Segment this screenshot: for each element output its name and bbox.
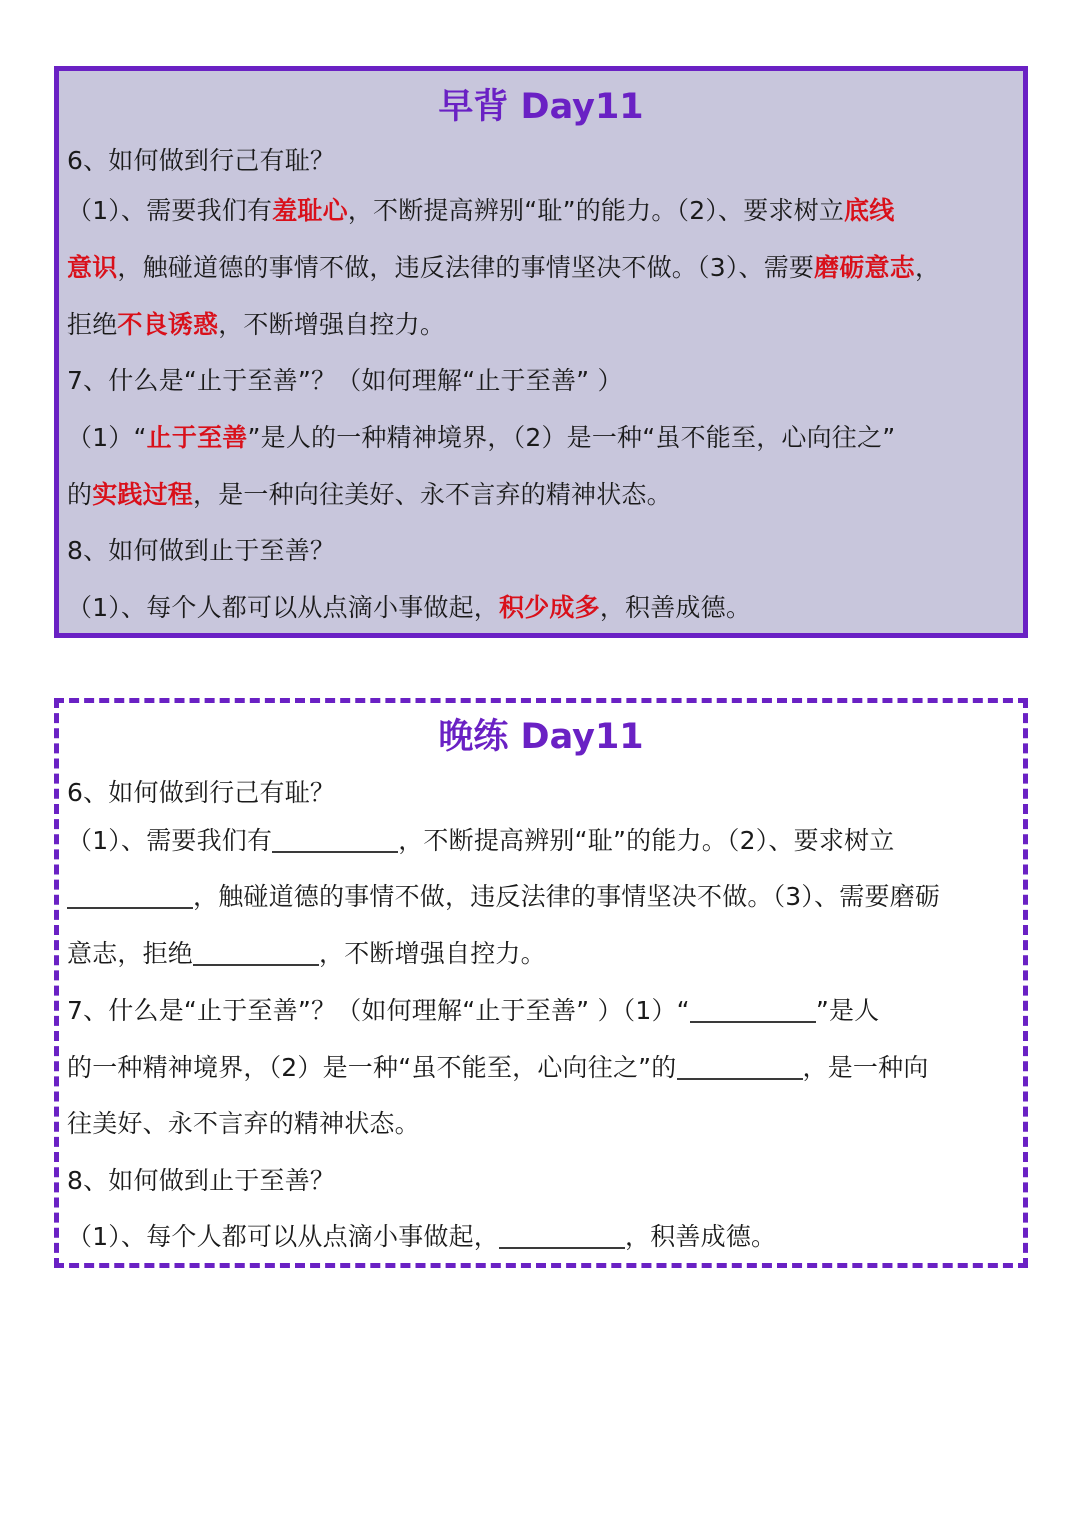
evening-answer-6-line-1	[67, 825, 1015, 857]
key-term: 意识	[67, 253, 118, 282]
text-segment: ”是人的一种精神境界，（2）是一种“虽不能至，心向往之”	[247, 423, 896, 452]
text-segment: ，不断增强自控力。	[218, 310, 446, 339]
evening-answer-8-line-1	[67, 1221, 1015, 1253]
text-segment: ，触碰道德的事情不做，违反法律的事情坚决不做。（3）、需要磨砺	[193, 882, 941, 911]
fill-in-blank[interactable]	[272, 825, 398, 853]
text-segment: ，积善成德。	[625, 1222, 777, 1251]
evening-question-6: 6、如何做到行己有耻？	[67, 778, 336, 807]
text-segment: ，	[914, 253, 941, 282]
fill-in-blank[interactable]	[677, 1052, 803, 1080]
evening-question-7-line-3: 往美好、永不言弃的精神状态。	[67, 1109, 420, 1138]
key-term: 积少成多	[499, 593, 600, 622]
text-segment: 的一种精神境界，（2）是一种“虽不能至，心向往之”的	[67, 1053, 677, 1082]
text-segment: ，是一种向	[802, 1053, 929, 1082]
morning-answer-6-line-2	[67, 252, 1015, 284]
morning-question-6: 6、如何做到行己有耻？	[67, 146, 336, 175]
morning-answer-8-line-1	[67, 592, 1015, 624]
key-term: 羞耻心	[272, 196, 348, 225]
key-term: 实践过程	[92, 480, 194, 509]
text-segment: （1）、需要我们有	[67, 196, 273, 225]
text-segment: 拒绝	[67, 310, 118, 339]
evening-answer-6-line-3	[67, 938, 1015, 970]
evening-card-title: 晚练 Day11	[438, 717, 644, 757]
evening-answer-6-line-2	[67, 881, 1015, 913]
fill-in-blank[interactable]	[193, 938, 319, 966]
text-segment: 的	[67, 480, 93, 509]
text-segment: （1）“	[67, 423, 147, 452]
fill-in-blank[interactable]	[499, 1221, 625, 1249]
evening-practice-card	[54, 698, 1028, 1268]
morning-answer-6-line-3	[67, 309, 1015, 341]
fill-in-blank[interactable]	[67, 881, 193, 909]
text-segment: 7、什么是“止于至善”？（如何理解“止于至善” ）（1）“	[67, 996, 690, 1025]
morning-answer-6-line-1	[67, 195, 1015, 227]
key-term: 不良诱惑	[117, 310, 219, 339]
evening-question-8: 8、如何做到止于至善？	[67, 1166, 336, 1195]
text-segment: ，积善成德。	[599, 593, 752, 622]
text-segment: （1）、需要我们有	[67, 826, 273, 855]
morning-answer-7-line-2	[67, 479, 1015, 511]
evening-question-7-line-1	[67, 995, 1015, 1027]
fill-in-blank[interactable]	[690, 995, 816, 1023]
key-term: 磨砺意志	[814, 253, 915, 282]
text-segment: ，不断增强自控力。	[319, 939, 546, 968]
evening-question-7-line-2	[67, 1052, 1015, 1084]
text-segment: ，是一种向往美好、永不言弃的精神状态。	[193, 480, 672, 509]
morning-card-title: 早背 Day11	[438, 87, 644, 127]
text-segment: ”是人	[815, 996, 880, 1025]
morning-review-card	[54, 66, 1028, 638]
text-segment: （1）、每个人都可以从点滴小事做起，	[67, 1222, 500, 1251]
text-segment: 意志，拒绝	[67, 939, 194, 968]
morning-question-7: 7、什么是“止于至善”？（如何理解“止于至善” ）	[67, 366, 623, 395]
key-term: 止于至善	[146, 423, 248, 452]
text-segment: ，不断提高辨别“耻”的能力。（2）、要求树立	[347, 196, 845, 225]
morning-answer-7-line-1	[67, 422, 1015, 454]
text-segment: （1）、每个人都可以从点滴小事做起，	[67, 593, 500, 622]
text-segment: ，触碰道德的事情不做，违反法律的事情坚决不做。（3）、需要	[117, 253, 815, 282]
morning-question-8: 8、如何做到止于至善？	[67, 536, 336, 565]
text-segment: ，不断提高辨别“耻”的能力。（2）、要求树立	[398, 826, 895, 855]
key-term: 底线	[844, 196, 895, 225]
